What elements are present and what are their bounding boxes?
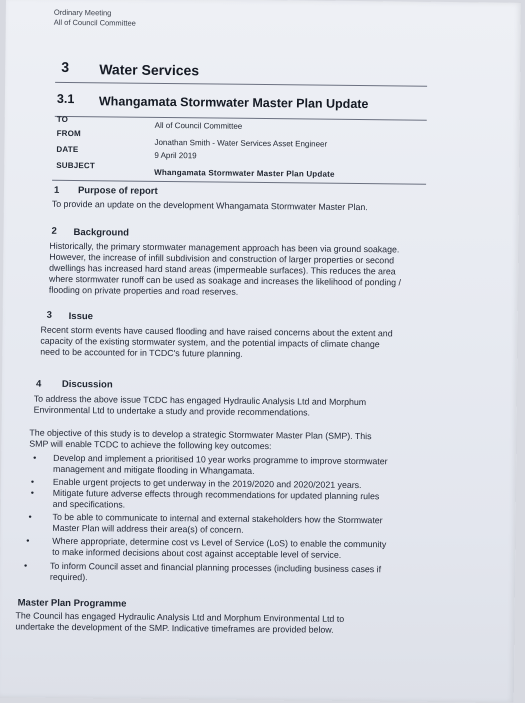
programme-line: The Council has engaged Hydraulic Analysis Ltd and Morphum Environmental Ltd to <box>15 610 345 624</box>
issue-line: need to be accounted for in TCDC's future planning. <box>40 346 243 359</box>
date-value: 9 April 2019 <box>154 150 197 161</box>
background-text <box>49 241 401 300</box>
background-line: flooding on private properties and road reserves. <box>48 284 239 297</box>
outcome-line: To be able to communicate to internal and external stakeholders how the Stormwater <box>52 511 383 526</box>
bullet-icon: • <box>28 511 32 522</box>
background-line: dwellings has increased hard stand areas (impermeable surfaces). This reduces the area <box>49 262 396 277</box>
issue-heading: Issue <box>68 310 94 323</box>
discussion-para-1 <box>34 394 367 419</box>
outcome-item <box>52 536 386 561</box>
from-label: FROM <box>56 128 81 139</box>
outcome-line: Master Plan will address their area(s) of concern. <box>52 522 244 535</box>
purpose-text: To provide an update on the development Whangamata Stormwater Master Plan. <box>51 198 368 213</box>
outcome-line: Enable urgent projects to get underway in the 2019/2020 and 2020/2021 years. <box>52 476 362 491</box>
issue-number: 3 <box>46 309 53 321</box>
bullet-icon: • <box>30 487 35 498</box>
outcome-item <box>53 488 380 513</box>
background-number: 2 <box>51 225 57 237</box>
outcome-item <box>50 561 381 586</box>
outcome-line: management and mitigate flooding in Whangamata. <box>53 463 255 476</box>
outcome-line: required). <box>49 571 88 583</box>
bullet-icon: • <box>30 476 35 487</box>
bullet-icon: • <box>24 560 28 571</box>
purpose-heading: Purpose of report <box>77 185 158 197</box>
issue-line: capacity of the existing stormwater system, and the potential impacts of climate change <box>40 335 380 350</box>
programme-heading: Master Plan Programme <box>17 597 127 610</box>
outcome-line: Where appropriate, determine cost vs Level of Service (LoS) to enable the community <box>52 535 387 550</box>
issue-line: Recent storm events have caused flooding and have raised concerns about the extent and <box>40 324 393 339</box>
discussion-line: The objective of this study is to develop a strategic Stormwater Master Plan (SMP). This <box>29 427 372 442</box>
to-label: TO <box>56 114 69 124</box>
subsection-title: Whangamata Stormwater Master Plan Update <box>98 94 369 112</box>
section-rule <box>55 82 427 87</box>
section-title: Water Services <box>99 61 200 79</box>
to-value: All of Council Committee <box>154 120 243 131</box>
committee-name: All of Council Committee <box>53 17 136 28</box>
subsection-number: 3.1 <box>56 91 75 107</box>
issue-text <box>40 325 392 362</box>
discussion-line: To address the above issue TCDC has engaged Hydraulic Analysis Ltd and Morphum <box>33 393 367 408</box>
subject-value: Whangamata Stormwater Master Plan Update <box>154 167 335 179</box>
memo-rule <box>52 180 426 185</box>
discussion-number: 4 <box>35 378 42 390</box>
background-line: where stormwater runoff can be used as soakage and increases the likelihood of ponding / <box>49 273 402 288</box>
outcome-item <box>53 453 388 479</box>
subsection-rule <box>55 116 427 121</box>
bullet-icon: • <box>33 452 37 463</box>
discussion-heading: Discussion <box>61 378 113 391</box>
bullet-icon: • <box>26 535 30 546</box>
from-value: Jonathan Smith - Water Services Asset Engineer <box>154 137 328 149</box>
discussion-para-2 <box>29 428 371 454</box>
outcome-line: and specifications. <box>52 498 126 510</box>
programme-line: undertake the development of the SMP. Indicative timeframes are provided below. <box>15 621 334 635</box>
date-label: DATE <box>56 144 79 155</box>
outcome-item <box>52 512 382 537</box>
outcome-line: to make informed decisions about cost against acceptable level of service. <box>52 546 342 560</box>
purpose-number: 1 <box>53 184 60 196</box>
programme-text <box>15 610 344 635</box>
discussion-line: Environmental Ltd to undertake a study and provide recommendations. <box>33 404 311 418</box>
outcome-line: Develop and implement a prioritised 10 year works programme to improve stormwater <box>53 452 388 467</box>
meeting-type: Ordinary Meeting <box>53 7 112 18</box>
section-number: 3 <box>61 58 70 75</box>
discussion-line: SMP will enable TCDC to achieve the following key outcomes: <box>29 438 272 452</box>
subject-label: SUBJECT <box>56 160 96 171</box>
outcome-line: Mitigate future adverse effects through recommendations for updated planning rules <box>52 487 380 502</box>
background-line: However, the increase of infill subdivision and construction of larger properties or second <box>49 251 395 266</box>
background-line: Historically, the primary stormwater management approach has been via ground soakage. <box>49 240 400 255</box>
outcome-line: To inform Council asset and financial planning processes (including business cases if <box>50 560 382 575</box>
background-heading: Background <box>73 227 130 239</box>
